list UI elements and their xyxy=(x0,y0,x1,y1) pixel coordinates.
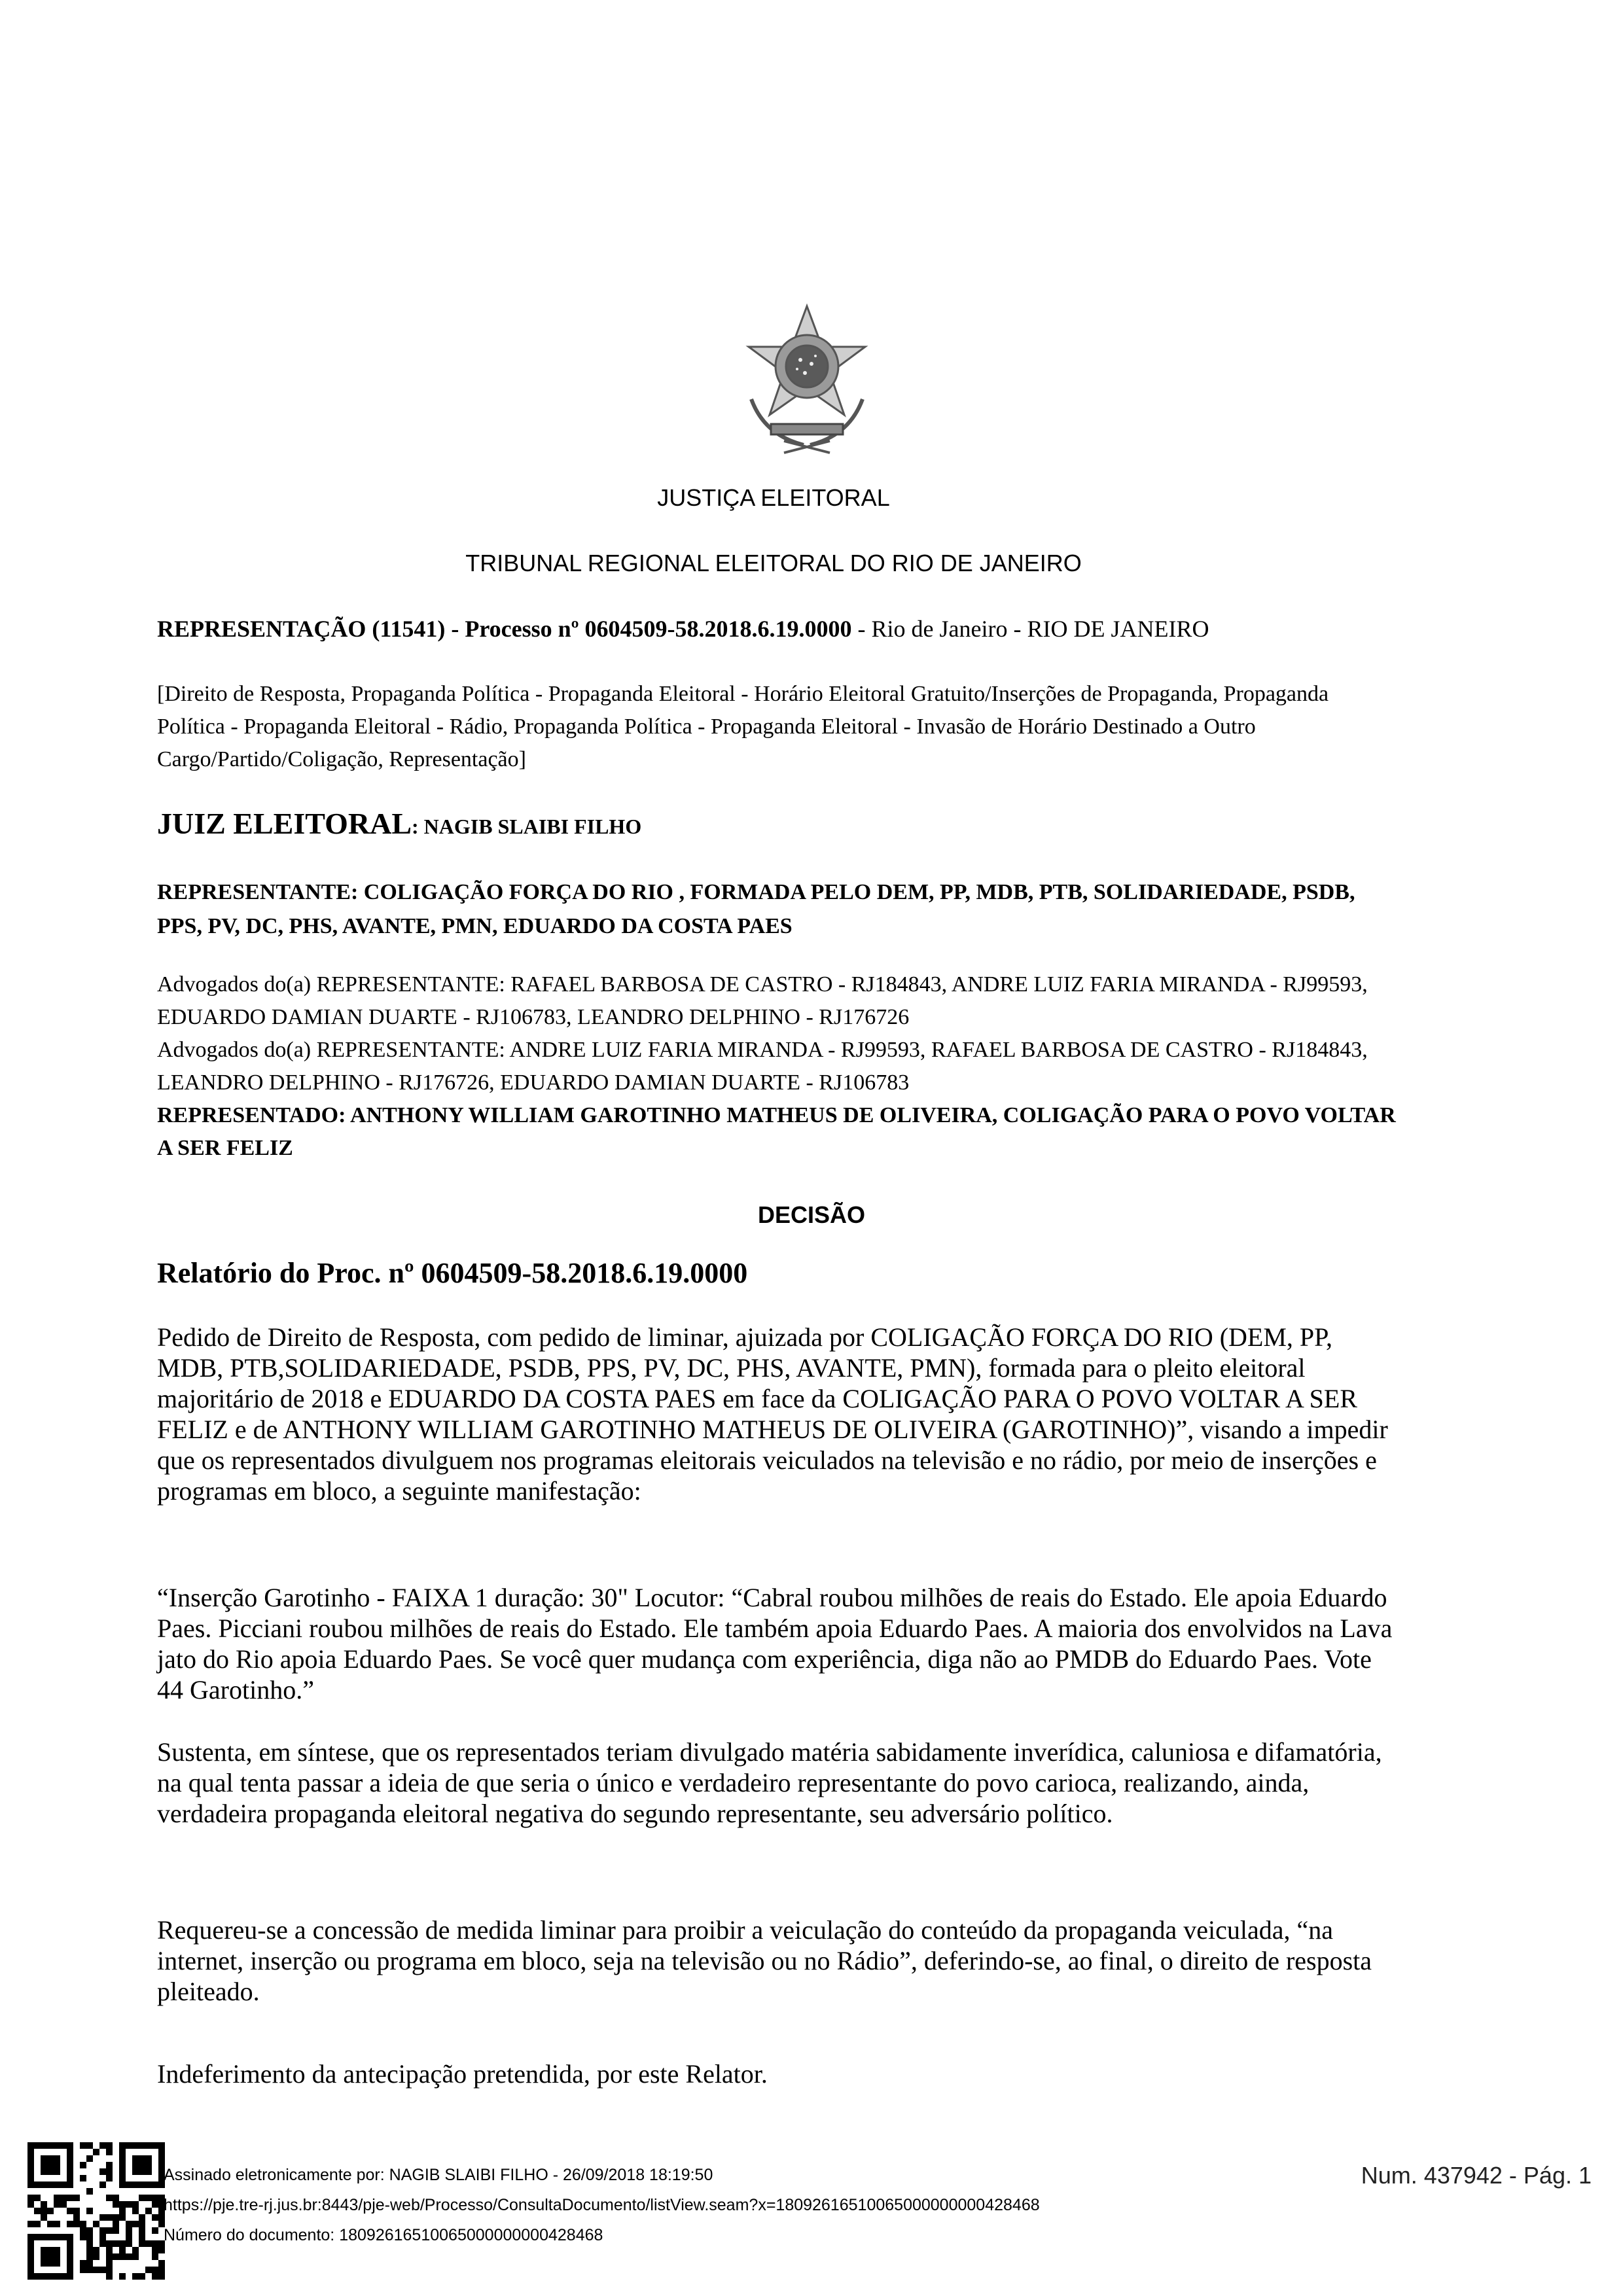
representado: REPRESENTADO: ANTHONY WILLIAM GAROTINHO MATHEUS DE OLIVEIRA, COLIGAÇÃO PARA O POVO VOLTAR A SER FELIZ xyxy=(157,1103,1396,1160)
lawyers-list-2: Advogados do(a) REPRESENTANTE: ANDRE LUIZ FARIA MIRANDA - RJ99593, RAFAEL BARBOSA DE CASTRO - RJ184843, LEANDRO DELPHINO - RJ176726, EDUARDO DAMIAN DUARTE - RJ106783 xyxy=(157,1038,1368,1095)
paragraph: Indeferimento da antecipação pretendida, por este Relator. xyxy=(157,2059,768,2089)
process-subjects: [Direito de Resposta, Propaganda Política - Propaganda Eleitoral - Horário Eleitoral Gratuito/Inserções de Propaganda, Propaganda Política - Propaganda Eleitoral - Rádio, Propaganda Política - Propaganda Eleitoral - Invasão de Horário Destinado a Outro Cargo/Partido/Coligação, Representação] xyxy=(157,682,1329,771)
report-title: Relatório do Proc. nº 0604509-58.2018.6.19.0000 xyxy=(157,1257,748,1289)
signature-line: Assinado eletronicamente por: NAGIB SLAIBI FILHO - 26/09/2018 18:19:50 xyxy=(164,2166,713,2184)
paragraph: Sustenta, em síntese, que os representados teriam divulgado matéria sabidamente inverídica, caluniosa e difamatória, na qual tenta passar a ideia de que seria o único e verdadeiro representante do povo carioca, realizando, ainda, verdadeira propaganda eleitoral negativa do segundo representante, seu adversário político. xyxy=(157,1737,1382,1828)
decision-title: DECISÃO xyxy=(757,1201,866,1228)
process-location: - Rio de Janeiro - RIO DE JANEIRO xyxy=(851,616,1209,642)
judge-line xyxy=(157,806,1400,841)
process-number: REPRESENTAÇÃO (11541) - Processo nº 0604509-58.2018.6.19.0000 xyxy=(157,616,852,642)
paragraph: Requereu-se a concessão de medida liminar para proibir a veiculação do conteúdo da propaganda veiculada, “na internet, inserção ou programa em bloco, seja na televisão ou no Rádio”, deferindo-se, ao final, o direito de resposta pleiteado. xyxy=(157,1915,1372,2006)
representante: REPRESENTANTE: COLIGAÇÃO FORÇA DO RIO , FORMADA PELO DEM, PP, MDB, PTB, SOLIDARIEDADE, PSDB, PPS, PV, DC, PHS, AVANTE, PMN, EDUARDO DA COSTA PAES xyxy=(157,880,1355,938)
lawyers-block xyxy=(157,968,1400,1165)
judge-label: JUIZ ELEITORAL xyxy=(157,807,412,840)
court-name: JUSTIÇA ELEITORAL xyxy=(657,484,890,511)
document-url[interactable]: https://pje.tre-rj.jus.br:8443/pje-web/Processo/ConsultaDocumento/listView.seam?x=18092616510065000000000428468 xyxy=(164,2196,1040,2214)
tribunal-name: TRIBUNAL REGIONAL ELEITORAL DO RIO DE JANEIRO xyxy=(465,550,1082,576)
process-header xyxy=(157,615,1400,643)
brazil-coat-of-arms-icon xyxy=(705,301,908,458)
lawyers-list-1: Advogados do(a) REPRESENTANTE: RAFAEL BARBOSA DE CASTRO - RJ184843, ANDRE LUIZ FARIA MIRANDA - RJ99593, EDUARDO DAMIAN DUARTE - RJ106783, LEANDRO DELPHINO - RJ176726 xyxy=(157,972,1368,1029)
paragraph: Pedido de Direito de Resposta, com pedido de liminar, ajuizada por COLIGAÇÃO FORÇA DO RIO (DEM, PP, MDB, PTB,SOLIDARIEDADE, PSDB, PPS, PV, DC, PHS, AVANTE, PMN), formada para o pleito eleitoral majoritário de 2018 e EDUARDO DA COSTA PAES em face da COLIGAÇÃO PARA O POVO VOLTAR A SER FELIZ e de ANTHONY WILLIAM GAROTINHO MATHEUS DE OLIVEIRA (GAROTINHO)”, visando a impedir que os representados divulguem nos programas eleitorais veiculados na televisão e no rádio, por meio de inserções e programas em bloco, a seguinte manifestação: xyxy=(157,1322,1388,1506)
paragraph: “Inserção Garotinho - FAIXA 1 duração: 30" Locutor: “Cabral roubou milhões de reais do Estado. Ele apoia Eduardo Paes. Picciani roubou milhões de reais do Estado. Ele também apoia Eduardo Paes. A maioria dos envolvidos na Lava jato do Rio apoia Eduardo Paes. Se você quer mudança com experiência, diga não ao PMDB do Eduardo Paes. Vote 44 Garotinho.” xyxy=(157,1583,1393,1704)
page-number: Num. 437942 - Pág. 1 xyxy=(1361,2162,1592,2189)
qr-code-icon[interactable] xyxy=(27,2142,165,2280)
judge-name: : NAGIB SLAIBI FILHO xyxy=(412,815,642,838)
document-number: Número do documento: 18092616510065000000000428468 xyxy=(164,2226,603,2244)
